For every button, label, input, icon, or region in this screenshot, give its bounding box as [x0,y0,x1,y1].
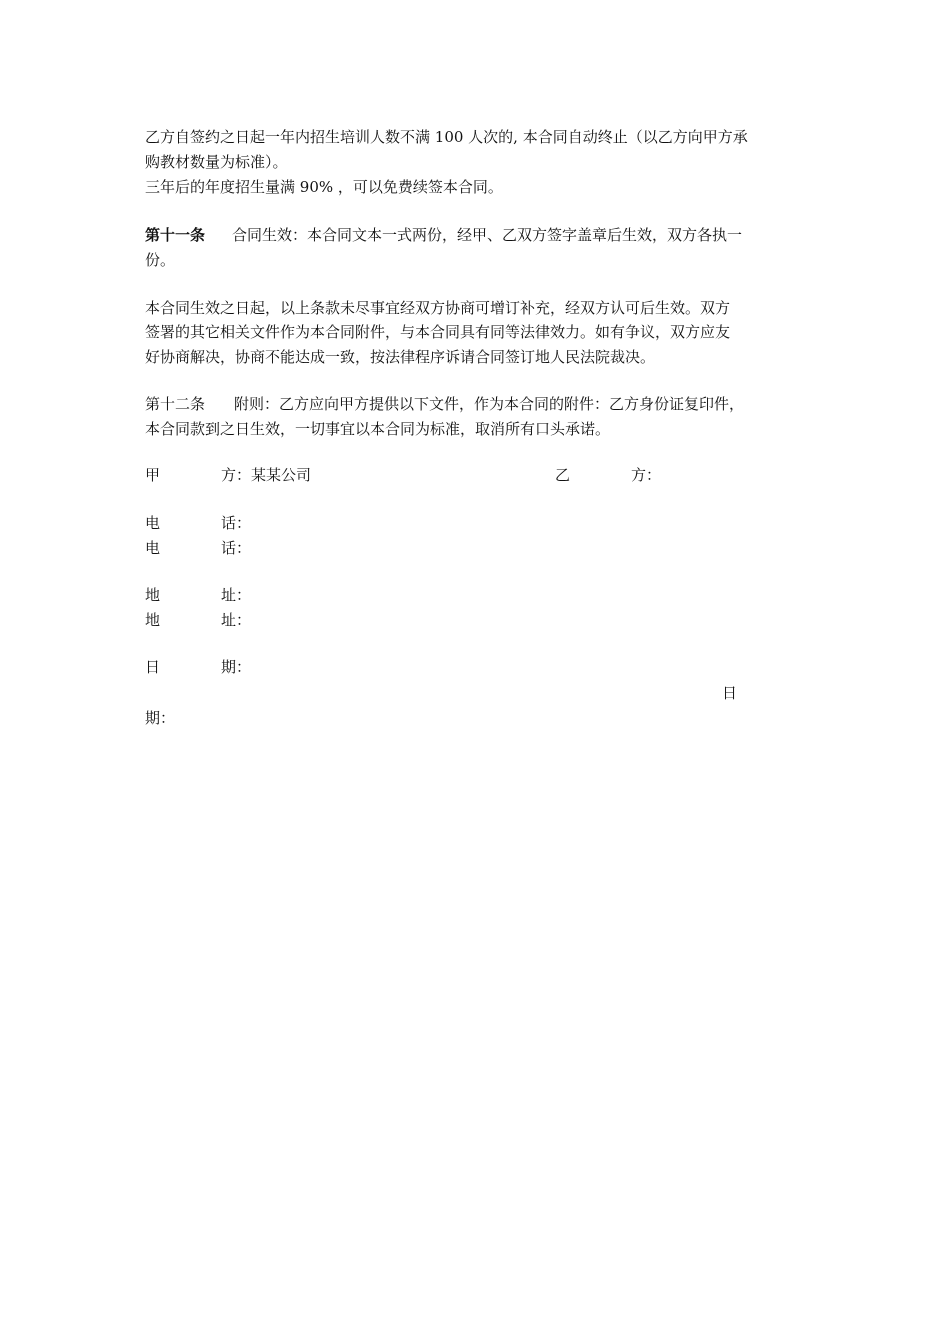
termination-clause-line-1: 乙方自签约之日起一年内招生培训人数不满 100 人次的, 本合同自动终止（以乙方向甲方承 [145,128,748,146]
date-label-char-1: 日 [145,658,161,676]
party-b-phone-row [145,536,251,560]
article-12-line-2: 本合同款到之日生效，一切事宜以本合同为标准，取消所有口头承诺。 [145,420,611,438]
address-label-char-1: 地 [145,611,161,629]
party-b-label-char-1: 乙 [555,466,571,484]
party-a-label-char-1: 甲 [145,466,161,484]
phone-label-char-2: 话： [221,514,252,532]
article-12-line-1 [145,392,744,416]
phone-label-char-1: 电 [145,514,161,532]
party-a-date-row [145,655,251,679]
article-11-label: 第十一条 [145,226,206,244]
party-b-label-char-2: 方： [631,466,662,484]
article-11-text: 合同生效：本合同文本一式两份，经甲、乙双方签字盖章后生效，双方各执一 [232,226,743,244]
article-12-label: 第十二条 [145,395,206,413]
article-11-line-1 [145,223,742,247]
article-11-line-2: 份。 [145,251,176,269]
party-b-date-char-2: 期： [145,709,176,727]
phone-label-char-1: 电 [145,539,161,557]
address-label-char-2: 址： [221,611,252,629]
party-b-address-row [145,608,251,632]
termination-clause-line-2: 购教材数量为标准）。 [145,153,288,171]
article-12-text: 附则：乙方应向甲方提供以下文件，作为本合同的附件：乙方身份证复印件， [234,395,745,413]
party-a-label-char-2: 方： [221,466,252,484]
address-label-char-2: 址： [221,586,252,604]
supplement-clause-line-3: 好协商解决，协商不能达成一致，按法律程序诉请合同签订地人民法院裁决。 [145,348,656,366]
address-label-char-1: 地 [145,586,161,604]
phone-label-char-2: 话： [221,539,252,557]
party-b-row [555,463,661,487]
party-a-row [145,463,311,487]
renewal-clause: 三年后的年度招生量满 90% ，可以免费续签本合同。 [145,178,503,196]
date-label-char-2: 期： [221,658,252,676]
party-a-address-row [145,583,251,607]
supplement-clause-line-2: 签署的其它相关文件作为本合同附件，与本合同具有同等法律效力。如有争议，双方应友 [145,323,731,341]
party-a-value: 某某公司 [251,466,312,484]
party-b-date-char-1: 日 [722,684,738,702]
party-a-phone-row [145,511,251,535]
supplement-clause-line-1: 本合同生效之日起，以上条款未尽事宜经双方协商可增订补充，经双方认可后生效。双方 [145,299,731,317]
